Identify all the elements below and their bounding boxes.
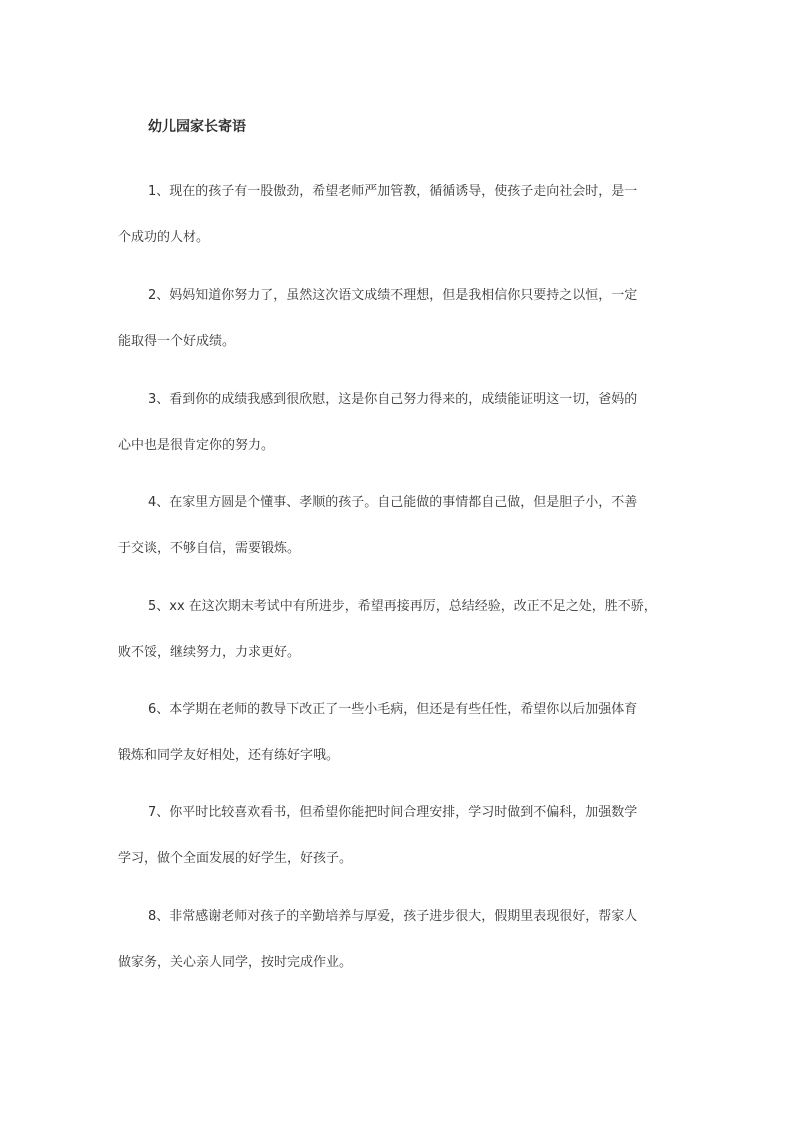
paragraph-line: 个成功的人材。	[118, 230, 210, 245]
document-title: 幼儿园家长寄语	[148, 119, 246, 135]
paragraph-line: 7、你平时比较喜欢看书，但希望你能把时间合理安排，学习时做到不偏科，加强数学	[148, 805, 638, 820]
paragraph-7	[118, 803, 678, 869]
paragraph-2	[118, 286, 678, 352]
paragraph-5	[118, 597, 678, 663]
paragraph-line: 5、xx 在这次期末考试中有所进步，希望再接再厉，总结经验，改正不足之处，胜不骄，	[148, 599, 657, 614]
paragraph-line: 4、在家里方圆是个懂事、孝顺的孩子。自己能做的事情都自己做，但是胆子小，不善	[148, 495, 638, 510]
paragraph-line: 2、妈妈知道你努力了，虽然这次语文成绩不理想，但是我相信你只要持之以恒，一定	[148, 288, 638, 303]
paragraph-line: 8、非常感谢老师对孩子的辛勤培养与厚爱，孩子进步很大，假期里表现很好，帮家人	[148, 909, 638, 924]
paragraph-line: 6、本学期在老师的教导下改正了一些小毛病，但还是有些任性，希望你以后加强体育	[148, 702, 638, 717]
paragraph-line: 心中也是很肯定你的努力。	[118, 438, 275, 453]
paragraph-line: 3、看到你的成绩我感到很欣慰，这是你自己努力得来的，成绩能证明这一切，爸妈的	[148, 392, 638, 407]
paragraph-line: 于交谈，不够自信，需要锻炼。	[118, 541, 301, 556]
paragraph-line: 能取得一个好成绩。	[118, 334, 236, 349]
paragraph-line: 锻炼和同学友好相处，还有练好字哦。	[118, 748, 340, 763]
paragraph-line: 1、现在的孩子有一股傲劲，希望老师严加管教，循循诱导，使孩子走向社会时，是一	[148, 184, 638, 199]
paragraph-line: 做家务，关心亲人同学，按时完成作业。	[118, 955, 353, 970]
paragraph-1	[118, 182, 678, 248]
paragraph-line: 败不馁，继续努力，力求更好。	[118, 645, 301, 660]
paragraph-4	[118, 493, 678, 559]
paragraph-8	[118, 907, 678, 973]
paragraph-6	[118, 700, 678, 766]
paragraph-3	[118, 390, 678, 456]
paragraph-line: 学习，做个全面发展的好学生，好孩子。	[118, 851, 353, 866]
